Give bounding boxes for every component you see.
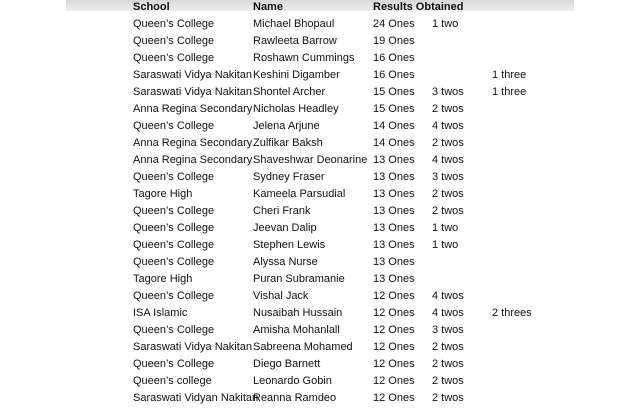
- table-row: [0, 50, 640, 67]
- table-body: [0, 16, 640, 407]
- table-row: [0, 339, 640, 356]
- table-row: [0, 288, 640, 305]
- school-cell: Tagore High: [133, 188, 193, 200]
- name-cell: Sabreena Mohamed: [253, 341, 353, 353]
- twos-cell: 2 twos: [432, 341, 464, 353]
- twos-cell: 1 two: [432, 239, 459, 251]
- school-cell: Queen’s college: [133, 375, 212, 387]
- table-row: [0, 135, 640, 152]
- school-cell: ISA Islamic: [133, 307, 188, 319]
- ones-cell: 14 Ones: [373, 120, 415, 132]
- name-cell: Cheri Frank: [253, 205, 311, 217]
- school-cell: Queen’s College: [133, 290, 215, 302]
- name-cell: Roshawn Cummings: [253, 52, 355, 64]
- ones-cell: 13 Ones: [373, 239, 415, 251]
- school-cell: Saraswati Vidya Nakitan: [133, 86, 253, 98]
- name-cell: Vishal Jack: [253, 290, 309, 302]
- twos-cell: 4 twos: [432, 307, 464, 319]
- ones-cell: 19 Ones: [373, 35, 415, 47]
- twos-cell: 1 two: [432, 222, 459, 234]
- school-cell: Queen’s College: [133, 256, 215, 268]
- school-cell: Queen’s College: [133, 239, 215, 251]
- ones-cell: 13 Ones: [373, 205, 415, 217]
- name-cell: Shaveshwar Deonarine: [253, 154, 368, 166]
- twos-cell: 2 twos: [432, 358, 464, 370]
- name-cell: Alyssa Nurse: [253, 256, 318, 268]
- twos-cell: 3 twos: [432, 324, 464, 336]
- school-cell: Queen’s College: [133, 324, 215, 336]
- table-row: [0, 203, 640, 220]
- school-cell: Tagore High: [133, 273, 193, 285]
- table-row: [0, 390, 640, 407]
- ones-cell: 12 Ones: [373, 375, 415, 387]
- name-cell: Rawleeta Barrow: [253, 35, 337, 47]
- table-row: [0, 152, 640, 169]
- twos-cell: 3 twos: [432, 86, 464, 98]
- school-cell: Anna Regina Secondary: [133, 103, 253, 115]
- table-row: [0, 33, 640, 50]
- header-row: [0, 0, 640, 15]
- twos-cell: 4 twos: [432, 120, 464, 132]
- ones-cell: 15 Ones: [373, 86, 415, 98]
- ones-cell: 12 Ones: [373, 290, 415, 302]
- name-cell: Diego Barnett: [253, 358, 321, 370]
- twos-cell: 2 twos: [432, 188, 464, 200]
- school-header: School: [133, 1, 170, 13]
- table-row: [0, 220, 640, 237]
- name-cell: Sydney Fraser: [253, 171, 325, 183]
- ones-cell: 13 Ones: [373, 222, 415, 234]
- ones-cell: 12 Ones: [373, 341, 415, 353]
- ones-cell: 14 Ones: [373, 137, 415, 149]
- school-cell: Saraswati Vidya Nakitan: [133, 341, 253, 353]
- name-cell: Amisha Mohanlall: [253, 324, 340, 336]
- school-cell: Saraswati Vidya Nakitan: [133, 69, 253, 81]
- ones-cell: 13 Ones: [373, 154, 415, 166]
- name-cell: Shontel Archer: [253, 86, 326, 98]
- twos-cell: 2 twos: [432, 205, 464, 217]
- results-header: Results Obtained: [373, 1, 464, 13]
- name-cell: Puran Subramanie: [253, 273, 345, 285]
- ones-cell: 15 Ones: [373, 103, 415, 115]
- twos-cell: 4 twos: [432, 290, 464, 302]
- threes-cell: 1 three: [492, 69, 527, 81]
- ones-cell: 16 Ones: [373, 52, 415, 64]
- name-cell: Zulfikar Baksh: [253, 137, 323, 149]
- school-cell: Queen’s College: [133, 120, 215, 132]
- table-row: [0, 101, 640, 118]
- school-cell: Queen’s College: [133, 18, 215, 30]
- name-cell: Nicholas Headley: [253, 103, 339, 115]
- ones-cell: 12 Ones: [373, 307, 415, 319]
- school-cell: Queen’s College: [133, 52, 215, 64]
- ones-cell: 13 Ones: [373, 188, 415, 200]
- table-row: [0, 84, 640, 101]
- table-row: [0, 322, 640, 339]
- school-cell: Saraswati Vidyan Nakitan: [133, 392, 259, 404]
- school-cell: Queen’s College: [133, 358, 215, 370]
- name-cell: Jeevan Dalip: [253, 222, 317, 234]
- threes-cell: 1 three: [492, 86, 527, 98]
- name-cell: Nusaibah Hussain: [253, 307, 343, 319]
- school-cell: Queen’s College: [133, 205, 215, 217]
- name-cell: Jelena Arjune: [253, 120, 320, 132]
- twos-cell: 2 twos: [432, 103, 464, 115]
- ones-cell: 12 Ones: [373, 392, 415, 404]
- table-row: [0, 305, 640, 322]
- name-cell: Leonardo Gobin: [253, 375, 332, 387]
- twos-cell: 3 twos: [432, 171, 464, 183]
- school-cell: Queen’s College: [133, 171, 215, 183]
- twos-cell: 1 two: [432, 18, 459, 30]
- threes-cell: 2 threes: [492, 307, 532, 319]
- twos-cell: 2 twos: [432, 137, 464, 149]
- ones-cell: 13 Ones: [373, 256, 415, 268]
- name-cell: Keshini Digamber: [253, 69, 340, 81]
- name-header: Name: [253, 1, 283, 13]
- table-row: [0, 186, 640, 203]
- table-row: [0, 169, 640, 186]
- twos-cell: 2 twos: [432, 375, 464, 387]
- ones-cell: 12 Ones: [373, 358, 415, 370]
- ones-cell: 24 Ones: [373, 18, 415, 30]
- twos-cell: 4 twos: [432, 154, 464, 166]
- school-cell: Anna Regina Secondary: [133, 137, 253, 149]
- table-row: [0, 356, 640, 373]
- ones-cell: 13 Ones: [373, 273, 415, 285]
- table-row: [0, 373, 640, 390]
- table-row: [0, 237, 640, 254]
- name-cell: Kameela Parsudial: [253, 188, 346, 200]
- ones-cell: 16 Ones: [373, 69, 415, 81]
- name-cell: Reanna Ramdeo: [253, 392, 337, 404]
- ones-cell: 12 Ones: [373, 324, 415, 336]
- table-row: [0, 118, 640, 135]
- school-cell: Anna Regina Secondary: [133, 154, 253, 166]
- table-row: [0, 67, 640, 84]
- table-row: [0, 271, 640, 288]
- name-cell: Stephen Lewis: [253, 239, 326, 251]
- twos-cell: 2 twos: [432, 392, 464, 404]
- ones-cell: 13 Ones: [373, 171, 415, 183]
- school-cell: Queen’s College: [133, 35, 215, 47]
- table-row: [0, 16, 640, 33]
- school-cell: Queen’s College: [133, 222, 215, 234]
- name-cell: Michael Bhopaul: [253, 18, 335, 30]
- table-row: [0, 254, 640, 271]
